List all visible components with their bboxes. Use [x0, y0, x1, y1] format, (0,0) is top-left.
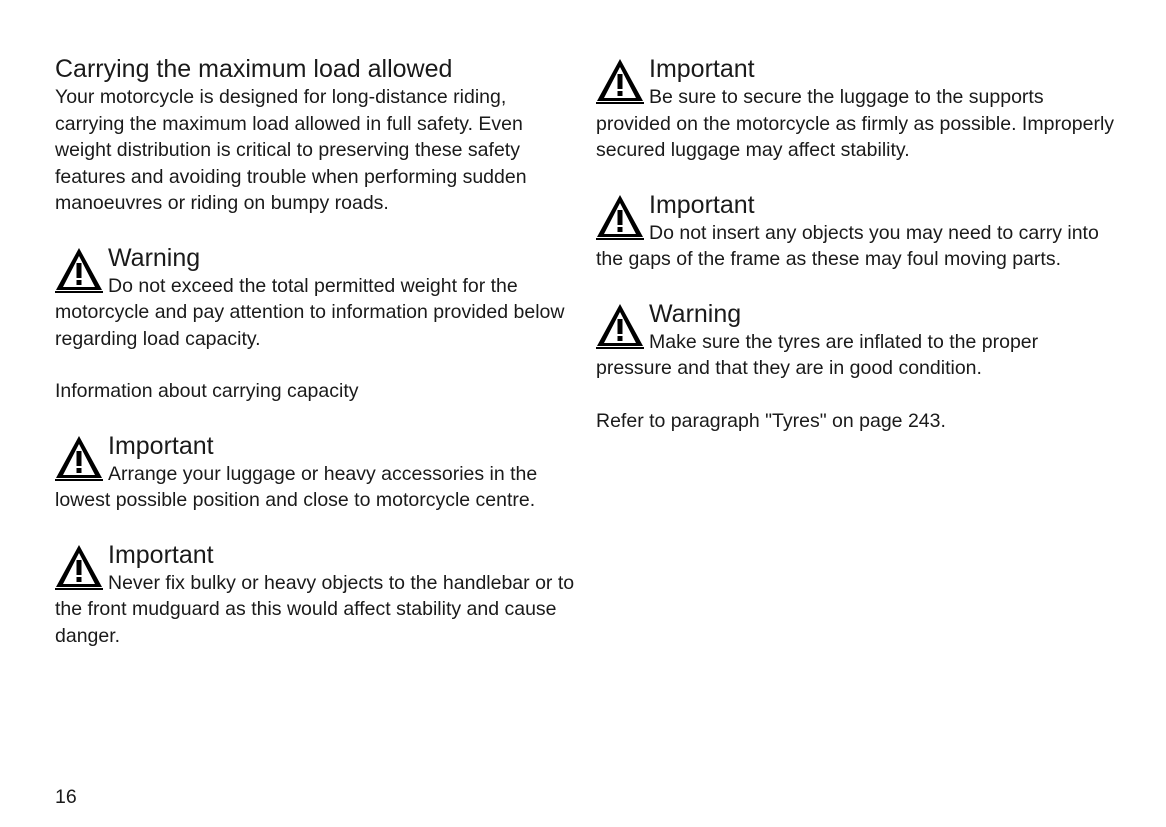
warning-triangle-icon — [55, 544, 103, 590]
section-title: Carrying the maximum load allowed — [55, 55, 453, 83]
important-notice-handlebar — [55, 540, 575, 650]
notice-text: Do not exceed the total permitted weight for the motorcycle and pay attention to information provided below regarding load capacity. — [55, 274, 565, 350]
important-notice-frame-gaps — [596, 190, 1116, 273]
important-notice-secure-luggage — [596, 54, 1116, 164]
right-column — [596, 54, 1116, 434]
notice-text: Arrange your luggage or heavy accessories in the lowest possible position and close to motorcycle centre. — [55, 462, 538, 511]
notice-title: Warning — [649, 299, 742, 328]
warning-triangle-icon — [55, 435, 103, 481]
notice-text: Be sure to secure the luggage to the supports provided on the motorcycle as firmly as possible. Improperly secured luggage may affect stability. — [596, 86, 1115, 161]
page-number: 16 — [55, 786, 77, 808]
warning-notice-weight — [55, 243, 575, 353]
notice-text: Make sure the tyres are inflated to the proper pressure and that they are in good condition. — [596, 330, 1039, 379]
page-reference: Refer to paragraph "Tyres" on page 243. — [596, 409, 946, 432]
important-notice-luggage-position — [55, 431, 575, 514]
info-line: Information about carrying capacity — [55, 380, 359, 402]
notice-text: Never fix bulky or heavy objects to the handlebar or to the front mudguard as this would affect stability and cause danger. — [55, 571, 575, 647]
warning-triangle-icon — [596, 194, 644, 240]
warning-triangle-icon — [55, 247, 103, 293]
notice-title: Important — [108, 431, 214, 460]
notice-title: Warning — [108, 243, 201, 272]
notice-text: Do not insert any objects you may need to carry into the gaps of the frame as these may foul moving parts. — [596, 221, 1099, 270]
warning-triangle-icon — [596, 58, 644, 104]
notice-title: Important — [649, 55, 755, 83]
notice-title: Important — [649, 190, 755, 219]
warning-notice-tyres — [596, 299, 1116, 382]
notice-title: Important — [108, 540, 214, 569]
left-column — [55, 54, 575, 649]
intro-paragraph: Your motorcycle is designed for long-distance riding, carrying the maximum load allowed in full safety. Even weight distribution is critical to preserving these safety features and avoiding trouble when performing sudden manoeuvres or riding on bumpy roads. — [55, 86, 527, 214]
warning-triangle-icon — [596, 303, 644, 349]
